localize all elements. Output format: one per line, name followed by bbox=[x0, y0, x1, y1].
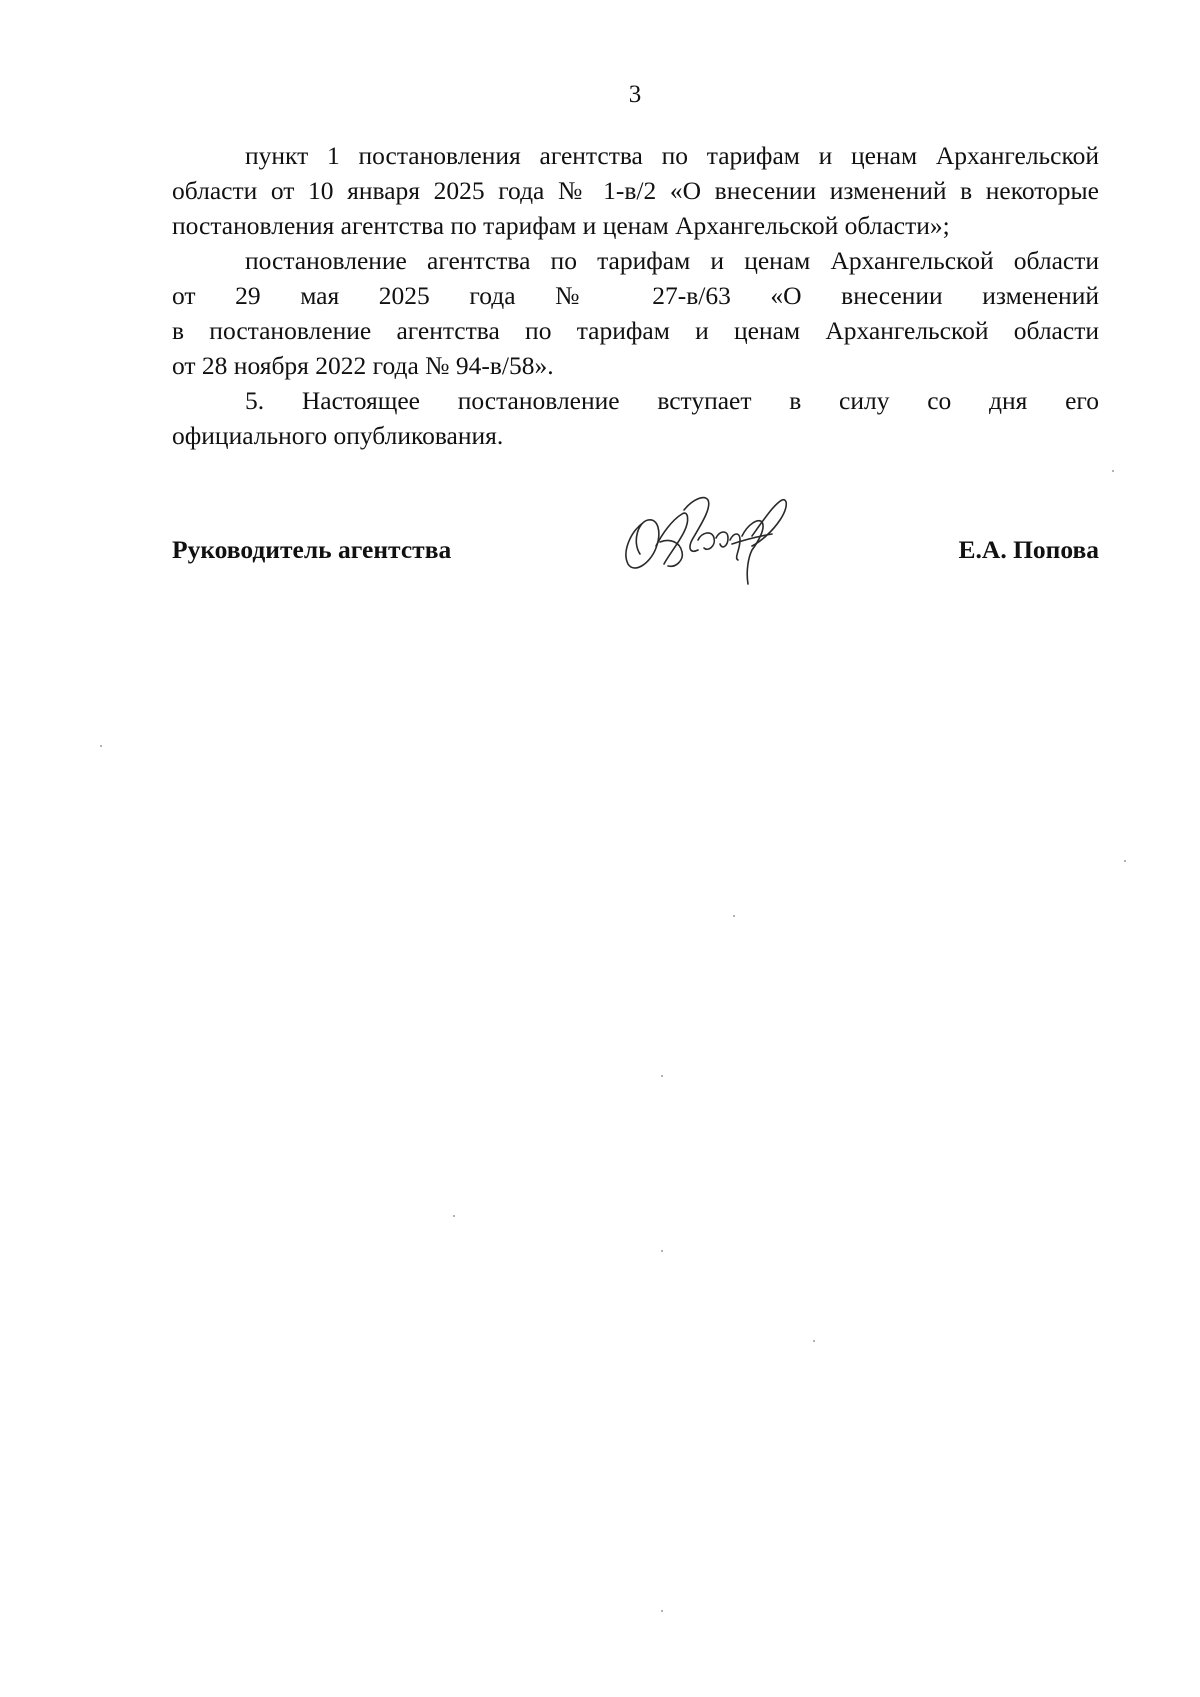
paragraph-line: 5. Настоящее постановление вступает в силу со дня его bbox=[245, 386, 1099, 415]
signatory-name: Е.А. Попова bbox=[958, 535, 1099, 564]
handwritten-signature bbox=[612, 480, 802, 590]
document-body bbox=[172, 138, 1099, 453]
scan-speck bbox=[733, 915, 735, 917]
paragraph-repeal-item-2 bbox=[172, 243, 1099, 383]
signatory-title: Руководитель агентства bbox=[172, 535, 452, 564]
scan-speck bbox=[813, 1340, 815, 1342]
paragraph-line: области от 10 января 2025 года № 1-в/2 «О внесении изменений в некоторые bbox=[172, 176, 1099, 205]
paragraph-line: постановления агентства по тарифам и ценам Архангельской области»; bbox=[172, 211, 950, 240]
scan-speck bbox=[661, 1610, 663, 1612]
paragraph-line: официального опубликования. bbox=[172, 421, 504, 450]
paragraph-line: от 28 ноября 2022 года № 94-в/58». bbox=[172, 351, 554, 380]
paragraph-line: пункт 1 постановления агентства по тарифам и ценам Архангельской bbox=[245, 141, 1099, 170]
scan-speck bbox=[1124, 860, 1126, 862]
paragraph-repeal-item-1 bbox=[172, 138, 1099, 243]
page-number: 3 bbox=[628, 81, 642, 108]
scan-speck bbox=[453, 1215, 455, 1217]
scan-speck bbox=[661, 1075, 663, 1077]
scan-speck bbox=[661, 1250, 663, 1252]
paragraph-line: в постановление агентства по тарифам и ценам Архангельской области bbox=[172, 316, 1099, 345]
scan-speck bbox=[1112, 470, 1114, 472]
scan-speck bbox=[100, 745, 102, 747]
paragraph-line: постановление агентства по тарифам и ценам Архангельской области bbox=[245, 246, 1099, 275]
paragraph-line: от 29 мая 2025 года № 27-в/63 «О внесении изменений bbox=[172, 281, 1099, 310]
paragraph-effective-date bbox=[172, 383, 1099, 453]
